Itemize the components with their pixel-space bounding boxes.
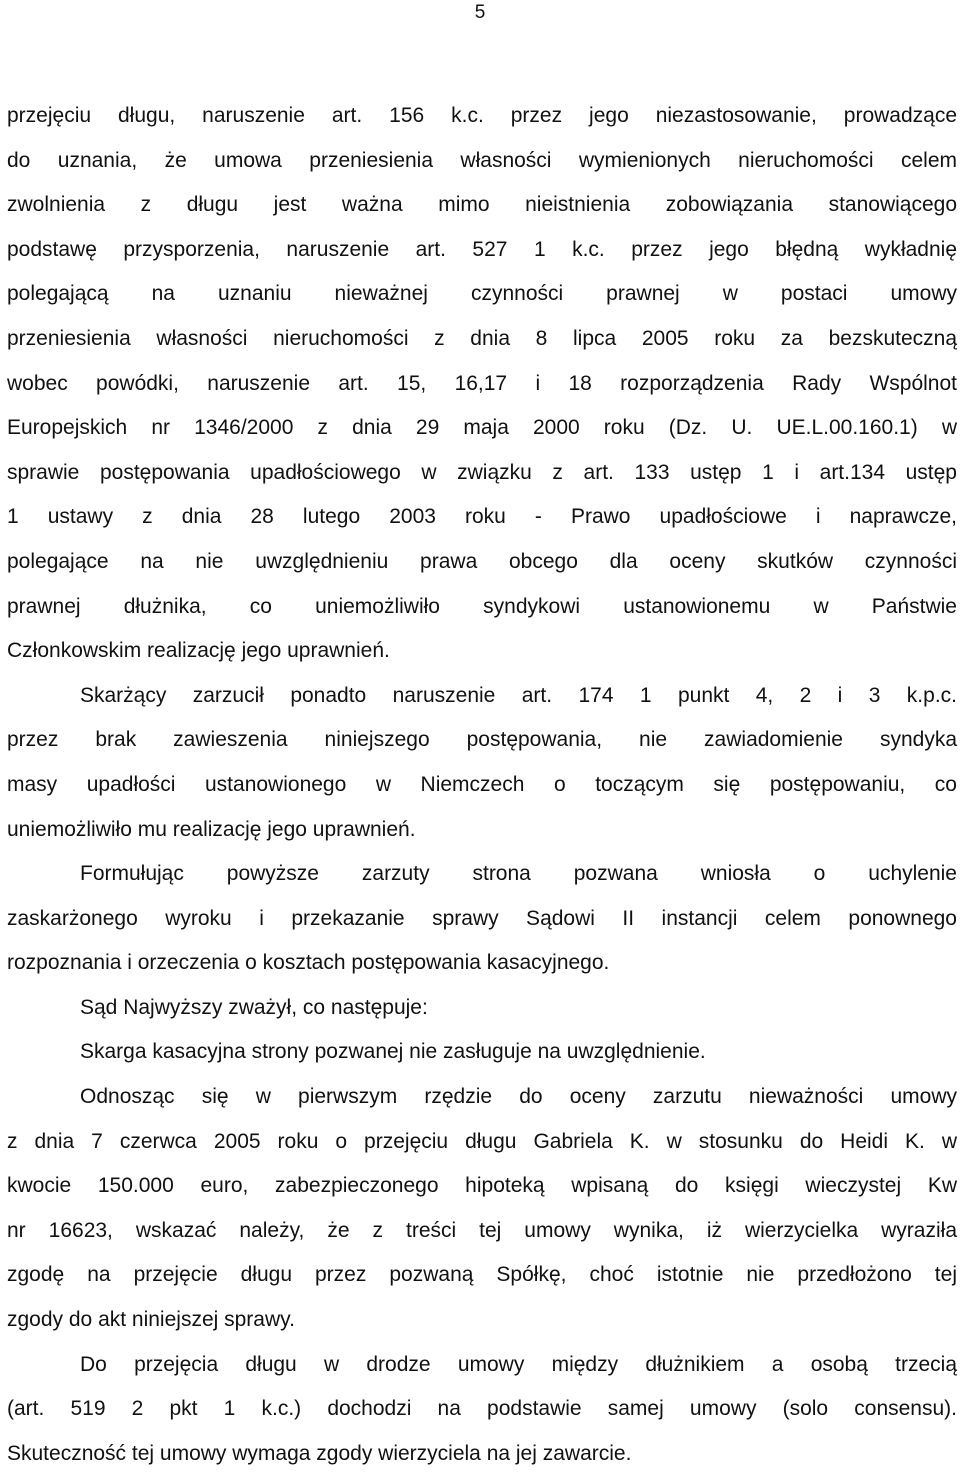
text-line: kwocie 150.000 euro, zabezpieczonego hipoteką wpisaną do księgi wieczystej Kw (7, 1174, 957, 1198)
paragraph-first-line: Skarga kasacyjna strony pozwanej nie zasługuje na uwzględnienie. (80, 1040, 706, 1064)
text-line: podstawę przysporzenia, naruszenie art. 527 1 k.c. przez jego błędną wykładnię (7, 237, 957, 261)
text-line: zgody do akt niniejszej sprawy. (7, 1308, 295, 1332)
text-line: przeniesienia własności nieruchomości z dnia 8 lipca 2005 roku za bezskuteczną (7, 326, 957, 350)
text-line: (art. 519 2 pkt 1 k.c.) dochodzi na podstawie samej umowy (solo consensu). (7, 1397, 957, 1421)
page-number: 5 (474, 2, 486, 23)
text-line: wobec powódki, naruszenie art. 15, 16,17 i 18 rozporządzenia Rady Wspólnot (7, 371, 957, 395)
paragraph-first-line: Formułując powyższe zarzuty strona pozwana wniosła o uchylenie (80, 862, 957, 886)
text-line: polegające na nie uwzględnieniu prawa obcego dla oceny skutków czynności (7, 549, 957, 573)
text-line: Europejskich nr 1346/2000 z dnia 29 maja 2000 roku (Dz. U. UE.L.00.160.1) w (7, 416, 957, 440)
text-line: rozpoznania i orzeczenia o kosztach postępowania kasacyjnego. (7, 951, 610, 975)
text-line: polegającą na uznaniu nieważnej czynności prawnej w postaci umowy (7, 282, 957, 306)
text-line: z dnia 7 czerwca 2005 roku o przejęciu długu Gabriela K. w stosunku do Heidi K. w (7, 1129, 957, 1153)
text-line: prawnej dłużnika, co uniemożliwiło syndykowi ustanowionemu w Państwie (7, 594, 957, 618)
paragraph-first-line: Skarżący zarzucił ponadto naruszenie art. 174 1 punkt 4, 2 i 3 k.p.c. (80, 683, 957, 707)
text-line: sprawie postępowania upadłościowego w związku z art. 133 ustęp 1 i art.134 ustęp (7, 460, 957, 484)
text-line: 1 ustawy z dnia 28 lutego 2003 roku - Prawo upadłościowe i naprawcze, (7, 505, 957, 529)
text-line: Skuteczność tej umowy wymaga zgody wierzyciela na jej zawarcie. (7, 1441, 632, 1465)
text-line: do uznania, że umowa przeniesienia własności wymienionych nieruchomości celem (7, 148, 957, 172)
paragraph-first-line: Odnosząc się w pierwszym rzędzie do oceny zarzutu nieważności umowy (80, 1085, 957, 1109)
section-heading: Sąd Najwyższy zważył, co następuje: (80, 995, 428, 1019)
text-line: nr 16623, wskazać należy, że z treści tej umowy wynika, iż wierzycielka wyraziła (7, 1218, 957, 1242)
text-line: przejęciu długu, naruszenie art. 156 k.c. przez jego niezastosowanie, prowadzące (7, 104, 957, 127)
text-line: uniemożliwiło mu realizację jego uprawnień. (7, 817, 416, 841)
text-line: Członkowskim realizację jego uprawnień. (7, 639, 390, 663)
text-line: zaskarżonego wyroku i przekazanie sprawy Sądowi II instancji celem ponownego (7, 906, 957, 930)
text-line: masy upadłości ustanowionego w Niemczech o toczącym się postępowaniu, co (7, 772, 957, 796)
document-body (7, 94, 957, 1476)
paragraph-first-line: Do przejęcia długu w drodze umowy między dłużnikiem a osobą trzecią (80, 1352, 957, 1376)
text-line: zwolnienia z długu jest ważna mimo nieistnienia zobowiązania stanowiącego (7, 193, 957, 217)
text-line: przez brak zawieszenia niniejszego postępowania, nie zawiadomienie syndyka (7, 728, 957, 752)
text-line: zgodę na przejęcie długu przez pozwaną Spółkę, choć istotnie nie przedłożono tej (7, 1263, 957, 1287)
